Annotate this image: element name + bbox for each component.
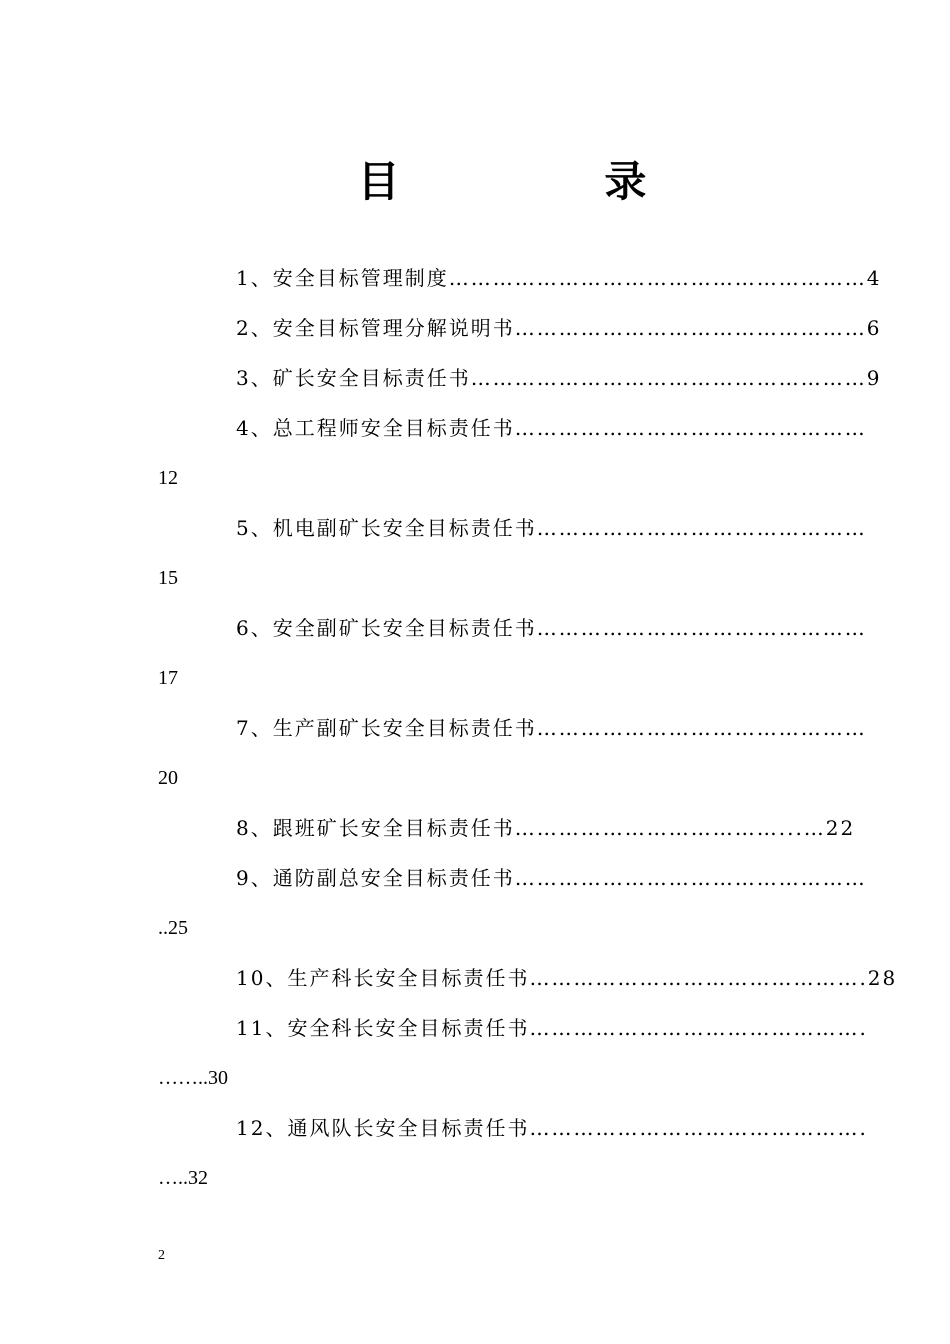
toc-entry-7-page: 20 [158, 767, 178, 789]
toc-entry-11-page: ……..30 [158, 1067, 228, 1089]
toc-entry-6-page: 17 [158, 667, 178, 689]
toc-entry-12-page: …..32 [158, 1167, 208, 1189]
toc-entry-11: 11、安全科长安全目标责任书………………………………………. [236, 1016, 868, 1040]
toc-entry-5: 5、机电副矿长安全目标责任书……………………………………… [236, 516, 867, 540]
toc-entry-7: 7、生产副矿长安全目标责任书……………………………………… [236, 716, 867, 740]
toc-entry-1: 1、安全目标管理制度…………………………………………………4 [236, 266, 882, 290]
toc-entry-8: 8、跟班矿长安全目标责任书………………………………...…22 [236, 816, 856, 840]
toc-entry-12: 12、通风队长安全目标责任书………………………………………. [236, 1116, 868, 1140]
toc-entry-4: 4、总工程师安全目标责任书………………………………………… [236, 416, 867, 440]
toc-entry-2: 2、安全目标管理分解说明书…………………………………………6 [236, 316, 882, 340]
toc-entry-4-page: 12 [158, 467, 178, 489]
toc-entry-9-page: ..25 [158, 917, 188, 939]
toc-entry-3: 3、矿长安全目标责任书………………………………………………9 [236, 366, 882, 390]
toc-entry-9: 9、通防副总安全目标责任书………………………………………… [236, 866, 867, 890]
page-number: 2 [158, 1248, 165, 1263]
toc-entry-6: 6、安全副矿长安全目标责任书……………………………………… [236, 616, 867, 640]
toc-entry-5-page: 15 [158, 567, 178, 589]
toc-entry-10: 10、生产科长安全目标责任书……………………………………….28 [236, 966, 898, 990]
document-title: 目 录 [357, 157, 647, 206]
